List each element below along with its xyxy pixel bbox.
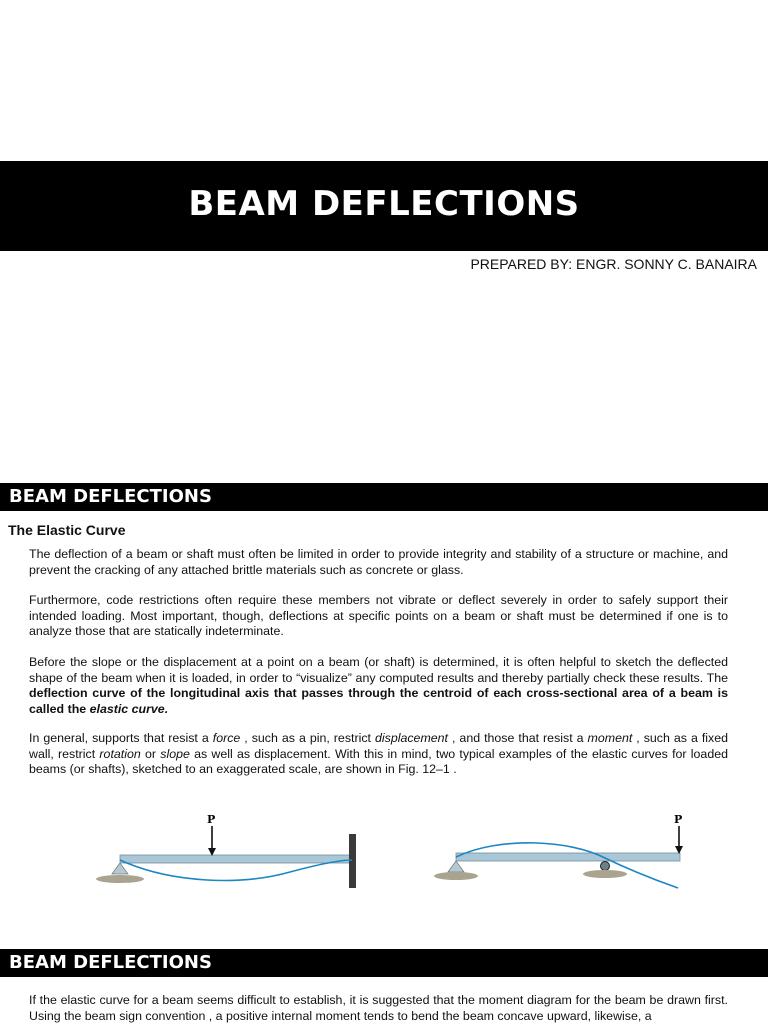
roller-support bbox=[601, 862, 610, 871]
left-beam-diagram bbox=[96, 813, 356, 888]
left-beam bbox=[120, 855, 352, 863]
elastic-curve-figure bbox=[0, 808, 768, 908]
prepared-by: PREPARED BY: ENGR. SONNY C. BANAIRA bbox=[470, 256, 757, 272]
right-load-label: P bbox=[674, 813, 683, 826]
section-header: BEAM DEFLECTIONS bbox=[9, 486, 212, 507]
right-beam-diagram bbox=[434, 813, 683, 888]
right-beam bbox=[456, 853, 680, 861]
paragraph-1: The deflection of a beam or shaft must often be limited in order to provide integrity and stability of a structure or machine, and prevent the cracking of any attached brittle materials such as concrete or glass. bbox=[29, 547, 728, 577]
paragraph-4: In general, supports that resist a force , such as a pin, restrict displacement , and those that resist a moment , such as a fixed wall, restrict rotation or slope as well as displacement. With this in mind, two typical examples of the elastic curves for loaded beams (or shafts), sketched to an exaggerated scale, are shown in Fig. 12–1 . bbox=[29, 731, 729, 776]
paragraph-2: Furthermore, code restrictions often require these members not vibrate or deflect severely in order to safely support their intended loading. Most important, though, deflections at specific points on a beam or shaft must be determined if one is to analyze those that are statically indeterminate. bbox=[29, 593, 728, 638]
subheading: The Elastic Curve bbox=[8, 522, 126, 538]
right-pin-support bbox=[448, 861, 464, 872]
left-ground bbox=[96, 875, 144, 883]
fixed-wall bbox=[349, 834, 356, 888]
paragraph-5: If the elastic curve for a beam seems difficult to establish, it is suggested that the moment diagram for the beam be drawn first. Using the beam sign convention , a positive internal moment tends to bend the beam concave upward, likewise, a bbox=[29, 993, 728, 1023]
paragraph-3: Before the slope or the displacement at a point on a beam (or shaft) is determined, it is often helpful to sketch the deflected shape of the beam when it is loaded, in order to “visualize” any computed results and thereby partially check these results. The deflection curve of the longitudinal axis that passes through the centroid of each cross-sectional area of a beam is called the elastic curve. bbox=[29, 655, 728, 716]
right-ground-left bbox=[434, 872, 478, 880]
left-load-label: P bbox=[207, 813, 216, 826]
right-ground-roller bbox=[583, 870, 627, 878]
section-header-2: BEAM DEFLECTIONS bbox=[9, 952, 212, 973]
right-elastic-curve bbox=[456, 843, 678, 888]
page-title: BEAM DEFLECTIONS bbox=[188, 184, 580, 224]
left-pin-support bbox=[112, 863, 128, 874]
